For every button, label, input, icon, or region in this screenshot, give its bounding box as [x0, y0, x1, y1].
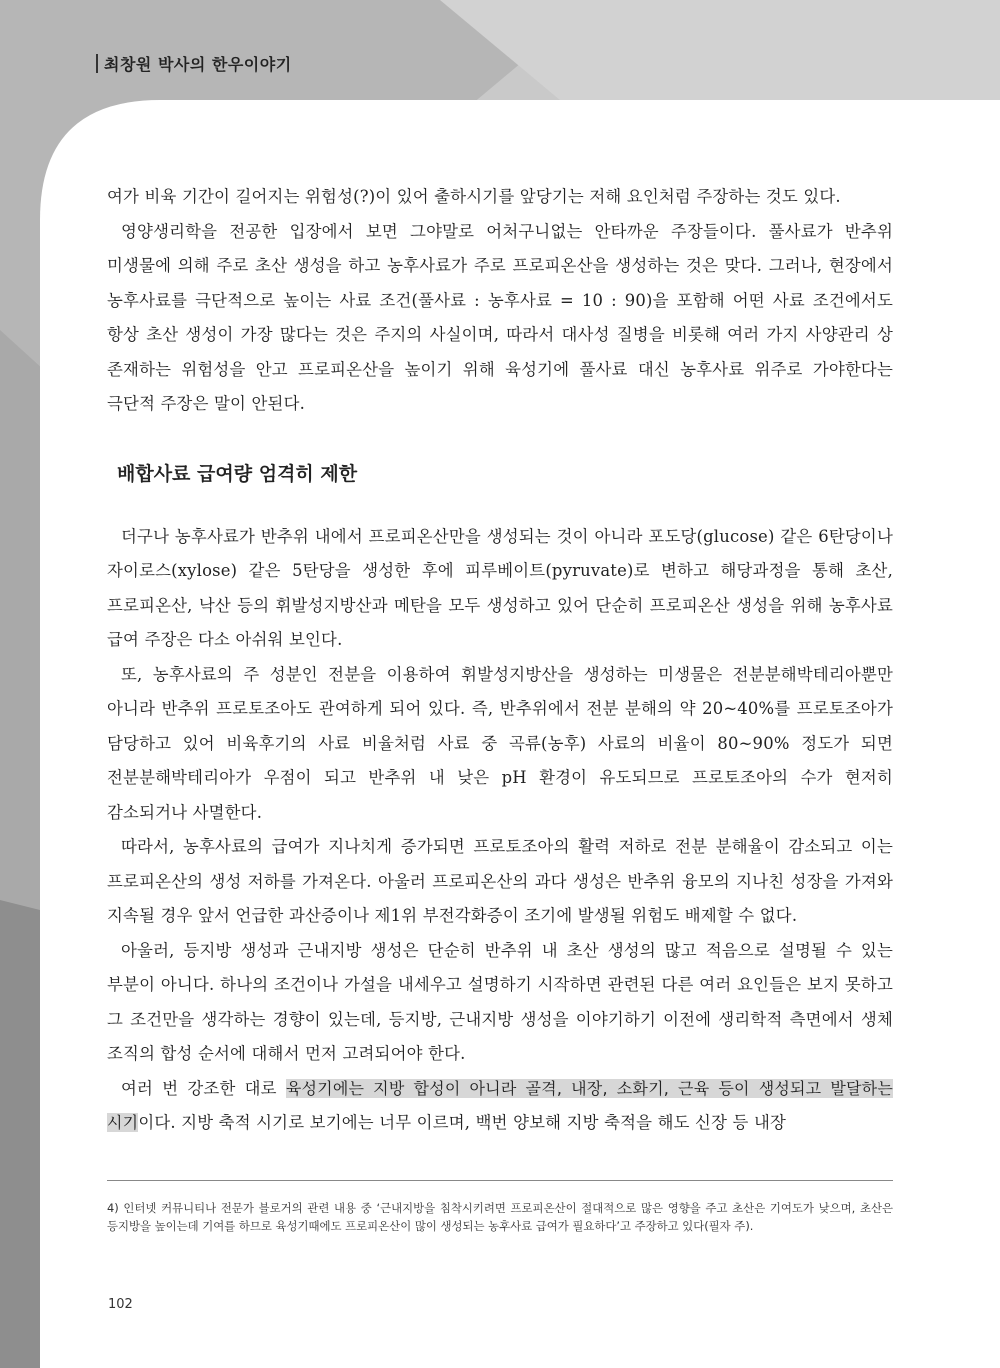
paragraph-text: 여러 번 강조한 대로	[121, 1078, 286, 1098]
paragraph: 더구나 농후사료가 반추위 내에서 프로피온산만을 생성되는 것이 아니라 포도당(glucose) 같은 6탄당이나 자이로스(xylose) 같은 5탄당을 생성한 후에 피루베이트(pyruvate)로 변하고 해당과정을 통해 초산, 프로피온산, 낙산 등의 휘발성지방산과 메탄을 모두 생성하고 있어 단순히 프로피온산 생성을 위해 농후사료 급여 주장은 다소 아쉬워 보인다.	[107, 526, 893, 649]
section-heading: 배합사료 급여량 엄격히 제한	[117, 462, 358, 485]
paragraph: 또, 농후사료의 주 성분인 전분을 이용하여 휘발성지방산을 생성하는 미생물은 전분분해박테리아뿐만 아니라 반추위 프로토조아도 관여하게 되어 있다. 즉, 반추위에서 전분 분해의 약 20~40%를 프로토조아가 담당하고 있어 비육후기의 사료 비율처럼 사료 중 곡류(농후) 사료의 비율이 80~90% 정도가 되면 전분분해박테리아가 우점이 되고 반추위 내 낮은 pH 환경이 유도되므로 프로토조아의 수가 현저히 감소되거나 사멸한다.	[107, 664, 893, 822]
paragraph: 아울러, 등지방 생성과 근내지방 생성은 단순히 반추위 내 초산 생성의 많고 적음으로 설명될 수 있는 부분이 아니다. 하나의 조건이나 가설을 내세우고 설명하기 시작하면 관련된 다른 여러 요인들은 보지 못하고 그 조건만을 생각하는 경향이 있는데, 등지방, 근내지방 생성을 이야기하기 이전에 생리학적 측면에서 생체 조직의 합성 순서에 대해서 먼저 고려되어야 한다.	[107, 940, 893, 1063]
running-header-title: 최창원 박사의 한우이야기	[104, 55, 292, 74]
paragraph-continuation: 여가 비육 기간이 길어지는 위험성(?)이 있어 출하시기를 앞당기는 저해 요인처럼 주장하는 것도 있다.	[107, 187, 841, 206]
paragraph-with-highlight	[107, 1072, 893, 1141]
paragraph: 영양생리학을 전공한 입장에서 보면 그야말로 어처구니없는 안타까운 주장들이다. 풀사료가 반추위 미생물에 의해 주로 초산 생성을 하고 농후사료가 주로 프로피온산을 생성하는 것은 맞다. 그러나, 현장에서 농후사료를 극단적으로 높이는 사료 조건(풀사료 : 농후사료 = 10 : 90)을 포함해 어떤 사료 조건에서도 항상 초산 생성이 가장 많다는 것은 주지의 사실이며, 따라서 대사성 질병을 비롯해 여러 가지 사양관리 상 존재하는 위험성을 안고 프로피온산을 높이기 위해 육성기에 풀사료 대신 농후사료 위주로 가야한다는 극단적 주장은 말이 안된다.	[107, 221, 893, 413]
footnote-divider	[107, 1180, 893, 1181]
article-body	[107, 180, 893, 1141]
paragraph-text: 이다. 지방 축적 시기로 보기에는 너무 이르며, 백번 양보해 지방 축적을 해도 신장 등 내장	[138, 1113, 787, 1132]
highlighted-text: 육성기에는 지방 합성이 아니라 골격, 내장, 소화기, 근육 등이 생성되고 발달하는 시기	[107, 1078, 893, 1132]
footnote: 4) 인터넷 커뮤니티나 전문가 블로거의 관련 내용 중 ‘근내지방을 침착시키려면 프로피온산이 절대적으로 많은 영향을 주고 초산은 기여도가 낮으며, 초산은 등지방을 높이는데 기여를 하므로 육성기때에도 프로피온산이 많이 생성되는 농후사료 급여가 필요하다’고 주장하고 있다(필자 주).	[107, 1201, 893, 1233]
header-divider-bar	[96, 54, 98, 73]
page-number: 102	[108, 1297, 133, 1312]
paragraph: 따라서, 농후사료의 급여가 지나치게 증가되면 프로토조아의 활력 저하로 전분 분해율이 감소되고 이는 프로피온산의 생성 저하를 가져온다. 아울러 프로피온산의 과다 생성은 반추위 융모의 지나친 성장을 가져와 지속될 경우 앞서 언급한 과산증이나 제1위 부전각화증이 조기에 발생될 위험도 배제할 수 없다.	[107, 837, 893, 925]
